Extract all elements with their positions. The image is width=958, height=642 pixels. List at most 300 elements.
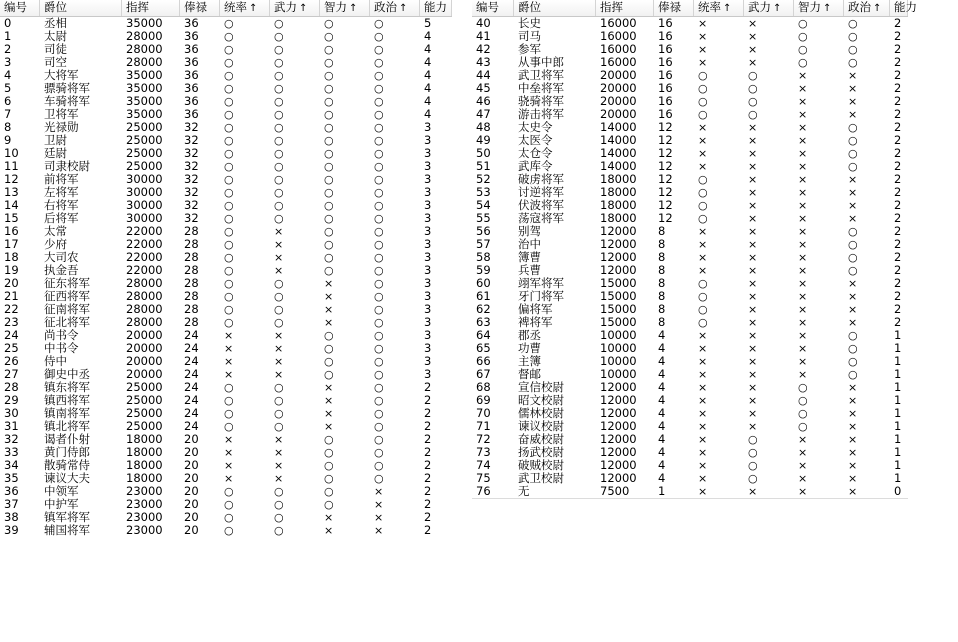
cell-rank: 右将军 (44, 198, 79, 212)
table-row[interactable] (472, 485, 908, 498)
cell-command: 18000 (600, 198, 637, 212)
sort-arrow-icon: ↑ (773, 3, 782, 14)
cell-politics: ○ (374, 108, 384, 121)
cell-politics: ○ (848, 264, 858, 277)
cell-ability: 2 (424, 445, 432, 459)
cell-rank: 翊军将军 (518, 276, 564, 290)
cell-rank: 镇东将军 (44, 380, 90, 394)
cell-politics: × (848, 290, 858, 303)
cell-rank: 中领军 (44, 484, 79, 498)
cell-salary: 32 (184, 211, 199, 225)
cell-intellect: × (324, 420, 334, 433)
cell-command: 30000 (126, 198, 163, 212)
cell-force: × (748, 186, 758, 199)
cell-salary: 28 (184, 263, 199, 277)
cell-politics: × (848, 212, 858, 225)
cell-leadership: × (698, 147, 708, 160)
cell-rank: 讨逆将军 (518, 185, 564, 199)
cell-force: × (748, 316, 758, 329)
cell-politics: × (848, 394, 858, 407)
cell-salary: 4 (658, 445, 666, 459)
cell-leadership: ○ (224, 498, 234, 511)
cell-force: ○ (748, 433, 758, 446)
cell-force: ○ (274, 95, 284, 108)
cell-leadership: ○ (224, 82, 234, 95)
cell-rank: 参军 (518, 42, 541, 56)
cell-command: 12000 (600, 263, 637, 277)
cell-command: 25000 (126, 146, 163, 160)
cell-leadership: ○ (224, 264, 234, 277)
column-header-politics[interactable] (844, 0, 890, 16)
table-row[interactable] (0, 524, 452, 537)
cell-intellect: × (798, 108, 808, 121)
table-row[interactable] (0, 17, 452, 30)
column-header-salary[interactable] (180, 0, 220, 16)
cell-id: 7 (4, 107, 12, 121)
cell-salary: 4 (658, 328, 666, 342)
table-row[interactable] (472, 472, 908, 485)
cell-rank: 谏议大夫 (44, 471, 90, 485)
cell-salary: 36 (184, 107, 199, 121)
cell-rank: 卫将军 (44, 107, 79, 121)
column-header-rank[interactable] (514, 0, 596, 16)
cell-id: 9 (4, 133, 12, 147)
sort-arrow-icon: ↑ (873, 3, 882, 14)
cell-politics: ○ (848, 329, 858, 342)
cell-leadership: ○ (224, 69, 234, 82)
cell-id: 33 (4, 445, 19, 459)
cell-salary: 28 (184, 224, 199, 238)
cell-rank: 荡寇将军 (518, 211, 564, 225)
cell-force: × (748, 160, 758, 173)
cell-command: 35000 (126, 68, 163, 82)
cell-force: ○ (748, 446, 758, 459)
table-row[interactable] (0, 121, 452, 134)
cell-politics: × (848, 485, 858, 498)
column-header-leadership[interactable] (220, 0, 270, 16)
cell-rank: 裨将军 (518, 315, 553, 329)
cell-command: 35000 (126, 107, 163, 121)
cell-rank: 征北将军 (44, 315, 90, 329)
cell-rank: 大将军 (44, 68, 79, 82)
cell-rank: 主簿 (518, 354, 541, 368)
cell-force: × (274, 342, 284, 355)
sort-arrow-icon: ↑ (823, 3, 832, 14)
cell-salary: 16 (658, 29, 673, 43)
cell-command: 16000 (600, 55, 637, 69)
cell-leadership: ○ (698, 303, 708, 316)
cell-force: ○ (274, 290, 284, 303)
cell-ability: 3 (424, 367, 432, 381)
cell-ability: 2 (424, 419, 432, 433)
cell-rank: 廷尉 (44, 146, 67, 160)
cell-force: ○ (274, 420, 284, 433)
cell-leadership: × (698, 43, 708, 56)
cell-force: ○ (274, 69, 284, 82)
cell-salary: 24 (184, 354, 199, 368)
cell-ability: 2 (424, 497, 432, 511)
cell-politics: ○ (848, 368, 858, 381)
cell-command: 25000 (126, 393, 163, 407)
cell-politics: × (848, 472, 858, 485)
rank-table-left (0, 0, 452, 537)
cell-rank: 中垒将军 (518, 81, 564, 95)
cell-force: × (274, 446, 284, 459)
cell-salary: 20 (184, 510, 199, 524)
cell-intellect: × (798, 290, 808, 303)
cell-force: ○ (274, 134, 284, 147)
cell-intellect: ○ (324, 82, 334, 95)
cell-rank: 后将军 (44, 211, 79, 225)
cell-intellect: ○ (324, 368, 334, 381)
cell-command: 7500 (600, 484, 630, 498)
cell-rank: 功曹 (518, 341, 541, 355)
cell-leadership: ○ (224, 56, 234, 69)
cell-command: 28000 (126, 289, 163, 303)
cell-force: ○ (274, 303, 284, 316)
cell-force: × (748, 43, 758, 56)
cell-salary: 8 (658, 224, 666, 238)
cell-intellect: ○ (324, 225, 334, 238)
cell-politics: ○ (848, 30, 858, 43)
column-header-command[interactable] (122, 0, 180, 16)
cell-command: 10000 (600, 367, 637, 381)
cell-force: ○ (274, 173, 284, 186)
table-row[interactable] (0, 225, 452, 238)
cell-rank: 奋威校尉 (518, 432, 564, 446)
cell-command: 28000 (126, 42, 163, 56)
cell-force: × (274, 238, 284, 251)
cell-command: 18000 (126, 471, 163, 485)
cell-politics: × (374, 485, 384, 498)
rank-table-right (472, 0, 917, 499)
cell-id: 27 (4, 367, 19, 381)
cell-intellect: ○ (798, 17, 808, 30)
cell-ability: 2 (894, 159, 902, 173)
cell-intellect: ○ (324, 69, 334, 82)
cell-command: 18000 (126, 445, 163, 459)
cell-rank: 儒林校尉 (518, 406, 564, 420)
cell-politics: ○ (374, 303, 384, 316)
cell-leadership: ○ (224, 524, 234, 537)
cell-rank: 司空 (44, 55, 67, 69)
cell-ability: 2 (424, 471, 432, 485)
cell-ability: 2 (894, 198, 902, 212)
cell-leadership: ○ (224, 108, 234, 121)
cell-intellect: ○ (324, 134, 334, 147)
cell-intellect: ○ (324, 238, 334, 251)
column-header-label: 指挥 (600, 0, 623, 14)
cell-politics: ○ (374, 290, 384, 303)
cell-ability: 1 (894, 328, 902, 342)
cell-command: 20000 (600, 81, 637, 95)
cell-id: 62 (476, 302, 491, 316)
cell-command: 20000 (600, 68, 637, 82)
cell-rank: 骠骑将军 (44, 81, 90, 95)
cell-politics: ○ (848, 355, 858, 368)
cell-id: 67 (476, 367, 491, 381)
cell-rank: 谒者仆射 (44, 432, 90, 446)
cell-ability: 2 (894, 94, 902, 108)
cell-id: 59 (476, 263, 491, 277)
table-end-divider (472, 498, 908, 499)
cell-command: 35000 (126, 16, 163, 30)
cell-salary: 28 (184, 276, 199, 290)
cell-intellect: × (798, 173, 808, 186)
cell-force: × (274, 433, 284, 446)
cell-leadership: × (698, 368, 708, 381)
cell-id: 15 (4, 211, 19, 225)
cell-id: 46 (476, 94, 491, 108)
cell-salary: 16 (658, 94, 673, 108)
cell-ability: 4 (424, 42, 432, 56)
cell-rank: 征南将军 (44, 302, 90, 316)
cell-ability: 3 (424, 172, 432, 186)
column-header-intellect[interactable] (320, 0, 370, 16)
cell-intellect: × (798, 199, 808, 212)
cell-rank: 宣信校尉 (518, 380, 564, 394)
column-header-force[interactable] (744, 0, 794, 16)
cell-salary: 36 (184, 29, 199, 43)
cell-command: 20000 (126, 367, 163, 381)
sort-arrow-icon: ↑ (249, 3, 258, 14)
cell-id: 51 (476, 159, 491, 173)
cell-ability: 2 (894, 68, 902, 82)
cell-ability: 3 (424, 120, 432, 134)
cell-leadership: × (698, 394, 708, 407)
cell-rank: 御史中丞 (44, 367, 90, 381)
cell-politics: ○ (848, 160, 858, 173)
cell-intellect: ○ (324, 199, 334, 212)
cell-leadership: ○ (698, 199, 708, 212)
cell-leadership: ○ (224, 30, 234, 43)
column-header-ability[interactable] (420, 0, 452, 16)
cell-command: 20000 (126, 328, 163, 342)
column-header-force[interactable] (270, 0, 320, 16)
cell-rank: 太常 (44, 224, 67, 238)
cell-command: 22000 (126, 237, 163, 251)
cell-salary: 4 (658, 380, 666, 394)
cell-intellect: × (798, 368, 808, 381)
cell-salary: 20 (184, 445, 199, 459)
cell-id: 14 (4, 198, 19, 212)
cell-politics: ○ (848, 147, 858, 160)
cell-intellect: × (324, 381, 334, 394)
cell-command: 35000 (126, 81, 163, 95)
cell-command: 23000 (126, 497, 163, 511)
cell-force: ○ (274, 43, 284, 56)
cell-ability: 3 (424, 341, 432, 355)
cell-rank: 黄门侍郎 (44, 445, 90, 459)
cell-command: 14000 (600, 120, 637, 134)
cell-intellect: × (798, 264, 808, 277)
cell-salary: 28 (184, 237, 199, 251)
column-header-rank[interactable] (40, 0, 122, 16)
cell-intellect: ○ (324, 43, 334, 56)
cell-leadership: × (224, 342, 234, 355)
cell-leadership: ○ (224, 199, 234, 212)
cell-command: 18000 (600, 172, 637, 186)
cell-salary: 24 (184, 393, 199, 407)
cell-salary: 16 (658, 42, 673, 56)
cell-rank: 破虏将军 (518, 172, 564, 186)
cell-politics: ○ (374, 329, 384, 342)
cell-rank: 别驾 (518, 224, 541, 238)
cell-leadership: ○ (224, 251, 234, 264)
cell-intellect: × (798, 225, 808, 238)
cell-ability: 2 (894, 133, 902, 147)
cell-id: 52 (476, 172, 491, 186)
cell-id: 57 (476, 237, 491, 251)
cell-rank: 武卫将军 (518, 68, 564, 82)
cell-id: 19 (4, 263, 19, 277)
cell-politics: × (848, 82, 858, 95)
cell-rank: 司隶校尉 (44, 159, 90, 173)
cell-ability: 2 (894, 250, 902, 264)
cell-leadership: × (698, 459, 708, 472)
cell-force: ○ (274, 498, 284, 511)
cell-salary: 12 (658, 198, 673, 212)
cell-force: × (748, 56, 758, 69)
cell-leadership: ○ (698, 173, 708, 186)
cell-id: 73 (476, 445, 491, 459)
cell-salary: 4 (658, 406, 666, 420)
cell-intellect: ○ (324, 355, 334, 368)
cell-force: ○ (748, 82, 758, 95)
cell-politics: ○ (374, 147, 384, 160)
cell-id: 23 (4, 315, 19, 329)
cell-politics: × (848, 186, 858, 199)
cell-force: ○ (274, 121, 284, 134)
cell-force: × (748, 264, 758, 277)
cell-force: × (274, 251, 284, 264)
cell-politics: ○ (374, 212, 384, 225)
cell-salary: 4 (658, 393, 666, 407)
cell-id: 69 (476, 393, 491, 407)
cell-rank: 兵曹 (518, 263, 541, 277)
cell-force: × (748, 121, 758, 134)
cell-salary: 20 (184, 484, 199, 498)
cell-intellect: × (324, 303, 334, 316)
cell-id: 5 (4, 81, 12, 95)
cell-salary: 12 (658, 172, 673, 186)
column-header-leadership[interactable] (694, 0, 744, 16)
cell-leadership: × (698, 407, 708, 420)
cell-salary: 32 (184, 159, 199, 173)
cell-force: × (748, 251, 758, 264)
cell-rank: 镇南将军 (44, 406, 90, 420)
cell-id: 3 (4, 55, 12, 69)
cell-command: 25000 (126, 120, 163, 134)
table-row[interactable] (0, 30, 452, 43)
cell-ability: 3 (424, 276, 432, 290)
column-header-label: 武力 (748, 0, 771, 14)
cell-force: × (748, 355, 758, 368)
cell-id: 71 (476, 419, 491, 433)
cell-leadership: ○ (224, 134, 234, 147)
cell-intellect: × (798, 238, 808, 251)
cell-command: 12000 (600, 224, 637, 238)
cell-intellect: ○ (324, 212, 334, 225)
cell-leadership: ○ (698, 316, 708, 329)
cell-force: × (748, 17, 758, 30)
cell-id: 0 (4, 16, 12, 30)
cell-ability: 3 (424, 211, 432, 225)
cell-leadership: × (224, 355, 234, 368)
cell-politics: ○ (848, 251, 858, 264)
cell-force: ○ (274, 511, 284, 524)
column-header-politics[interactable] (370, 0, 420, 16)
column-header-id[interactable] (0, 0, 40, 16)
cell-leadership: ○ (224, 277, 234, 290)
cell-leadership: ○ (224, 511, 234, 524)
cell-rank: 牙门将军 (518, 289, 564, 303)
cell-force: ○ (748, 69, 758, 82)
cell-leadership: ○ (698, 108, 708, 121)
cell-command: 10000 (600, 354, 637, 368)
cell-id: 20 (4, 276, 19, 290)
cell-id: 70 (476, 406, 491, 420)
cell-ability: 3 (424, 354, 432, 368)
cell-rank: 左将军 (44, 185, 79, 199)
cell-id: 56 (476, 224, 491, 238)
cell-ability: 4 (424, 94, 432, 108)
cell-salary: 4 (658, 471, 666, 485)
table-row[interactable] (0, 212, 452, 225)
column-header-id[interactable] (472, 0, 514, 16)
cell-ability: 4 (424, 81, 432, 95)
cell-rank: 游击将军 (518, 107, 564, 121)
column-header-command[interactable] (596, 0, 654, 16)
column-header-ability[interactable] (890, 0, 917, 16)
table-row[interactable] (0, 134, 452, 147)
cell-command: 18000 (600, 185, 637, 199)
cell-command: 22000 (126, 224, 163, 238)
table-row[interactable] (0, 342, 452, 355)
table-row[interactable] (0, 43, 452, 56)
cell-force: ○ (274, 147, 284, 160)
cell-ability: 3 (424, 198, 432, 212)
cell-id: 50 (476, 146, 491, 160)
cell-salary: 36 (184, 55, 199, 69)
cell-politics: ○ (374, 420, 384, 433)
cell-ability: 3 (424, 263, 432, 277)
cell-rank: 征东将军 (44, 276, 90, 290)
cell-force: × (748, 394, 758, 407)
cell-salary: 16 (658, 68, 673, 82)
column-header-salary[interactable] (654, 0, 694, 16)
cell-rank: 督邮 (518, 367, 541, 381)
cell-leadership: ○ (698, 277, 708, 290)
cell-leadership: ○ (698, 82, 708, 95)
cell-salary: 36 (184, 94, 199, 108)
cell-ability: 1 (894, 471, 902, 485)
cell-rank: 伏波将军 (518, 198, 564, 212)
cell-rank: 武卫校尉 (518, 471, 564, 485)
cell-id: 72 (476, 432, 491, 446)
cell-ability: 4 (424, 68, 432, 82)
cell-force: ○ (274, 30, 284, 43)
column-header-intellect[interactable] (794, 0, 844, 16)
cell-command: 28000 (126, 276, 163, 290)
cell-rank: 太史令 (518, 120, 553, 134)
cell-salary: 8 (658, 289, 666, 303)
cell-ability: 1 (894, 432, 902, 446)
cell-salary: 1 (658, 484, 666, 498)
cell-intellect: ○ (798, 381, 808, 394)
cell-id: 16 (4, 224, 19, 238)
cell-id: 54 (476, 198, 491, 212)
